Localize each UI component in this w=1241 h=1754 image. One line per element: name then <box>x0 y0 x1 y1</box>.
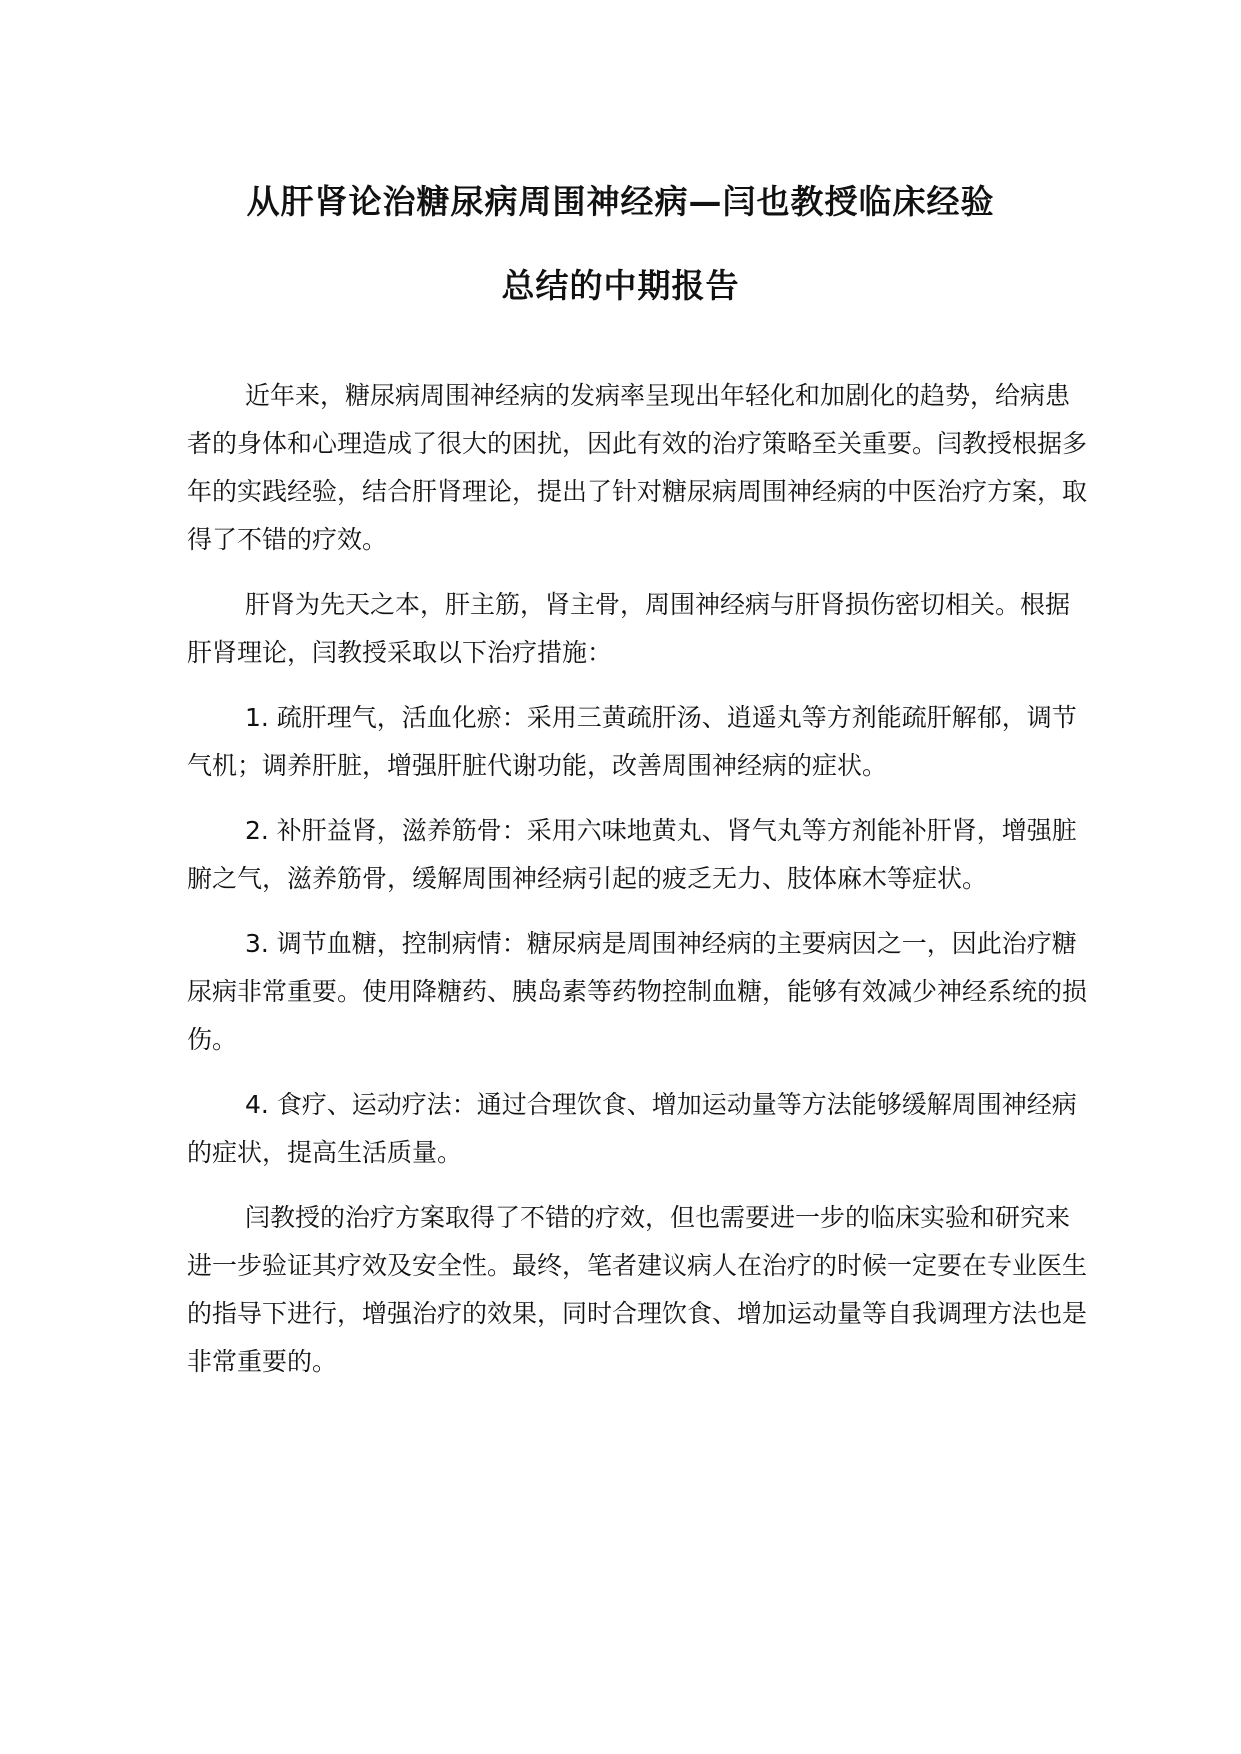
document-body <box>187 372 1087 1403</box>
document-title-line-1: 从肝肾论治糖尿病周围神经病—闫也教授临床经验 <box>246 182 995 221</box>
treatment-item-3: 3. 调节血糖，控制病情：糖尿病是周围神经病的主要病因之一，因此治疗糖尿病非常重要。使用降糖药、胰岛素等药物控制血糖，能够有效减少神经系统的损伤。 <box>187 929 1088 1054</box>
treatment-item-1: 1. 疏肝理气，活血化瘀：采用三黄疏肝汤、逍遥丸等方剂能疏肝解郁，调节气机；调养肝脏，增强肝脏代谢功能，改善周围神经病的症状。 <box>187 703 1077 780</box>
treatment-item-2: 2. 补肝益肾，滋养筋骨：采用六味地黄丸、肾气丸等方剂能补肝肾，增强脏腑之气，滋养筋骨，缓解周围神经病引起的疲乏无力、肢体麻木等症状。 <box>187 816 1077 893</box>
conclusion-paragraph: 闫教授的治疗方案取得了不错的疗效，但也需要进一步的临床实验和研究来进一步验证其疗效及安全性。最终，笔者建议病人在治疗的时候一定要在专业医生的指导下进行，增强治疗的效果，同时合理饮食、增加运动量等自我调理方法也是非常重要的。 <box>187 1203 1088 1376</box>
treatment-item-4: 4. 食疗、运动疗法：通过合理饮食、增加运动量等方法能够缓解周围神经病的症状，提高生活质量。 <box>187 1090 1077 1167</box>
document-title-line-2: 总结的中期报告 <box>501 266 740 305</box>
theory-paragraph: 肝肾为先天之本，肝主筋，肾主骨，周围神经病与肝肾损伤密切相关。根据肝肾理论，闫教授采取以下治疗措施： <box>187 590 1071 667</box>
intro-paragraph: 近年来，糖尿病周围神经病的发病率呈现出年轻化和加剧化的趋势，给病患者的身体和心理造成了很大的困扰，因此有效的治疗策略至关重要。闫教授根据多年的实践经验，结合肝肾理论，提出了针对糖尿病周围神经病的中医治疗方案，取得了不错的疗效。 <box>187 381 1088 554</box>
